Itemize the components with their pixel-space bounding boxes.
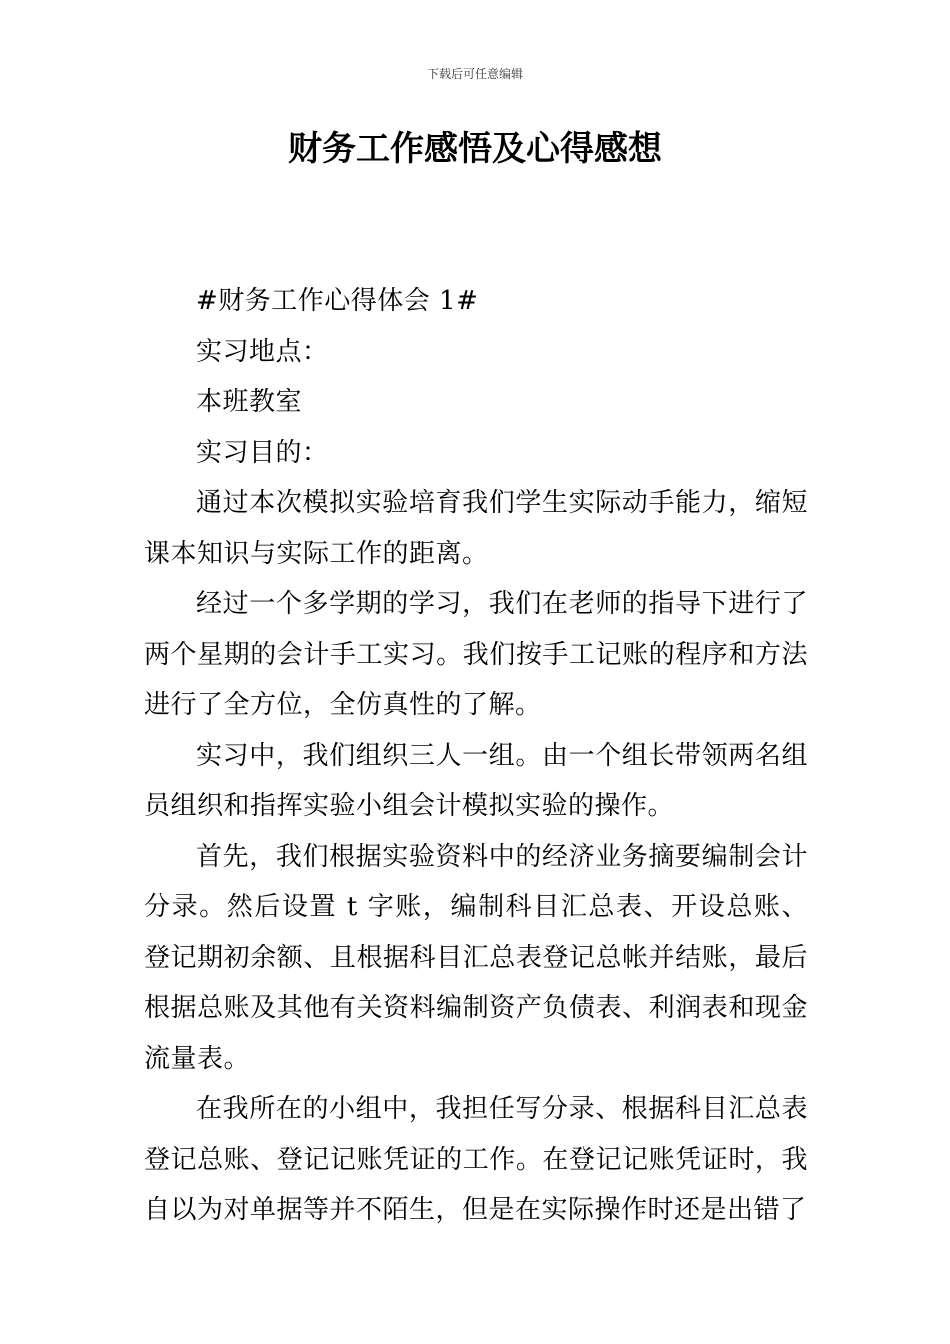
document-body (144, 276, 808, 1236)
paragraph-purpose-label: 实习目的： (196, 437, 329, 468)
paragraph-my-role: 在我所在的小组中，我担任写分录、根据科目汇总表登记总账、登记记账凭证的工作。在登记记账凭证时，我自以为对单据等并不陌生，但是在实际操作时还是出错了 (144, 1094, 808, 1225)
paragraph-location-label: 实习地点： (196, 336, 329, 367)
paragraph-procedure: 首先，我们根据实验资料中的经济业务摘要编制会计分录。然后设置 t 字账，编制科目汇总表、开设总账、登记期初余额、且根据科目汇总表登记总帐并结账，最后根据总账及其他有关资料编制资产负债表、利润表和现金流量表。 (144, 841, 808, 1074)
paragraph-grouping: 实习中，我们组织三人一组。由一个组长带领两名组员组织和指挥实验小组会计模拟实验的操作。 (144, 740, 808, 821)
header-note: 下载后可任意编辑 (426, 67, 523, 81)
paragraph-purpose: 通过本次模拟实验培育我们学生实际动手能力，缩短课本知识与实际工作的距离。 (144, 488, 808, 569)
document-title: 财务工作感悟及心得感想 (288, 129, 662, 169)
paragraph-heading: #财务工作心得体会 1# (196, 286, 479, 316)
paragraph-location-value: 本班教室 (196, 387, 303, 417)
paragraph-overview: 经过一个多学期的学习，我们在老师的指导下进行了两个星期的会计手工实习。我们按手工记账的程序和方法进行了全方位，全仿真性的了解。 (144, 589, 808, 720)
